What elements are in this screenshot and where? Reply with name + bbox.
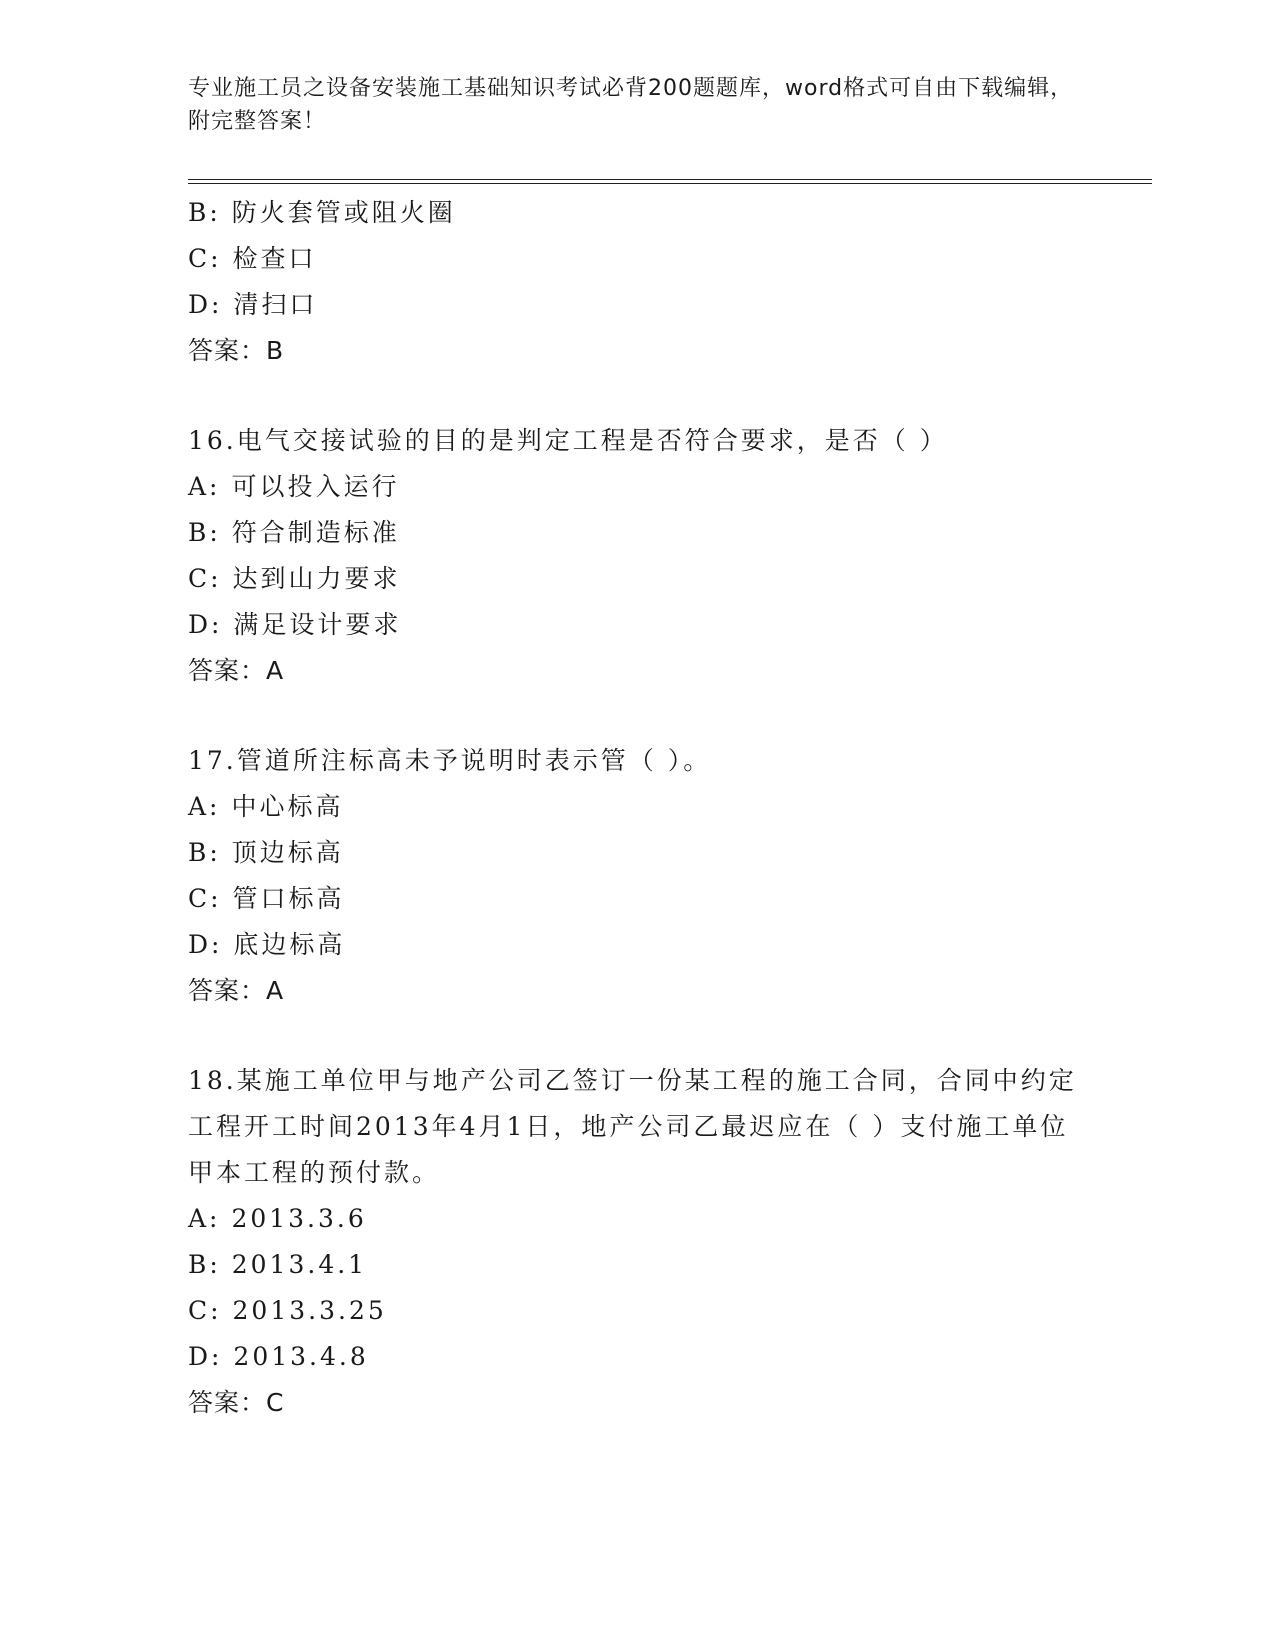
option-text: 达到山力要求 [232,564,401,593]
option-d [188,922,1088,968]
option-letter: B: [188,838,221,867]
option-letter: A: [188,1204,221,1233]
option-b [188,1242,1088,1288]
option-text: 可以投入运行 [231,472,400,501]
option-letter: D: [188,610,223,639]
option-c [188,1288,1088,1334]
option-text: 满足设计要求 [233,610,402,639]
option-letter: A: [188,472,221,501]
header-divider [188,179,1152,184]
answer-line: 答案：B [188,336,285,365]
option-a [188,1196,1088,1242]
option-letter: A: [188,792,221,821]
option-text: 符合制造标准 [231,518,400,547]
option-letter: B: [188,518,221,547]
option-d [188,282,1088,328]
question-stem: 16.电气交接试验的目的是判定工程是否符合要求，是否（ ） [188,426,948,455]
option-letter: C: [188,1296,222,1325]
option-text: 中心标高 [231,792,344,821]
option-text: 检查口 [232,244,317,273]
option-letter: C: [188,564,222,593]
option-text: 清扫口 [233,290,318,319]
answer-line: 答案：A [188,976,285,1005]
question-stem: 18.某施工单位甲与地产公司乙签订一份某工程的施工合同，合同中约定工程开工时间2013年4月1日，地产公司乙最迟应在（ ）支付施工单位甲本工程的预付款。 [188,1066,1077,1187]
option-b [188,190,1088,236]
option-text: 防火套管或阻火圈 [231,198,456,227]
option-letter: C: [188,244,222,273]
option-c [188,876,1088,922]
option-a [188,784,1088,830]
option-d [188,602,1088,648]
option-text: 顶边标高 [231,838,344,867]
option-letter: D: [188,1342,223,1371]
option-text: 底边标高 [233,930,346,959]
option-text: 2013.3.25 [232,1296,387,1325]
option-c [188,556,1088,602]
option-text: 2013.3.6 [231,1204,367,1233]
option-letter: D: [188,290,223,319]
option-text: 2013.4.8 [233,1342,369,1371]
answer-line: 答案：A [188,656,285,685]
option-b [188,830,1088,876]
option-text: 2013.4.1 [231,1250,368,1279]
option-letter: B: [188,198,221,227]
question-18 [188,1058,1088,1426]
option-letter: B: [188,1250,221,1279]
option-letter: C: [188,884,222,913]
question-16 [188,418,1088,694]
option-c [188,236,1088,282]
option-a [188,464,1088,510]
document-header: 专业施工员之设备安装施工基础知识考试必背200题题库，word格式可自由下载编辑，附完整答案！ [188,76,1074,134]
question-17 [188,738,1088,1014]
option-b [188,510,1088,556]
option-text: 管口标高 [232,884,345,913]
question-stem: 17.管道所注标高未予说明时表示管（ ）。 [188,746,712,775]
answer-line: 答案：C [188,1388,285,1417]
question-list [188,190,1088,1426]
option-letter: D: [188,930,223,959]
option-d [188,1334,1088,1380]
previous-question-tail [188,190,1088,374]
